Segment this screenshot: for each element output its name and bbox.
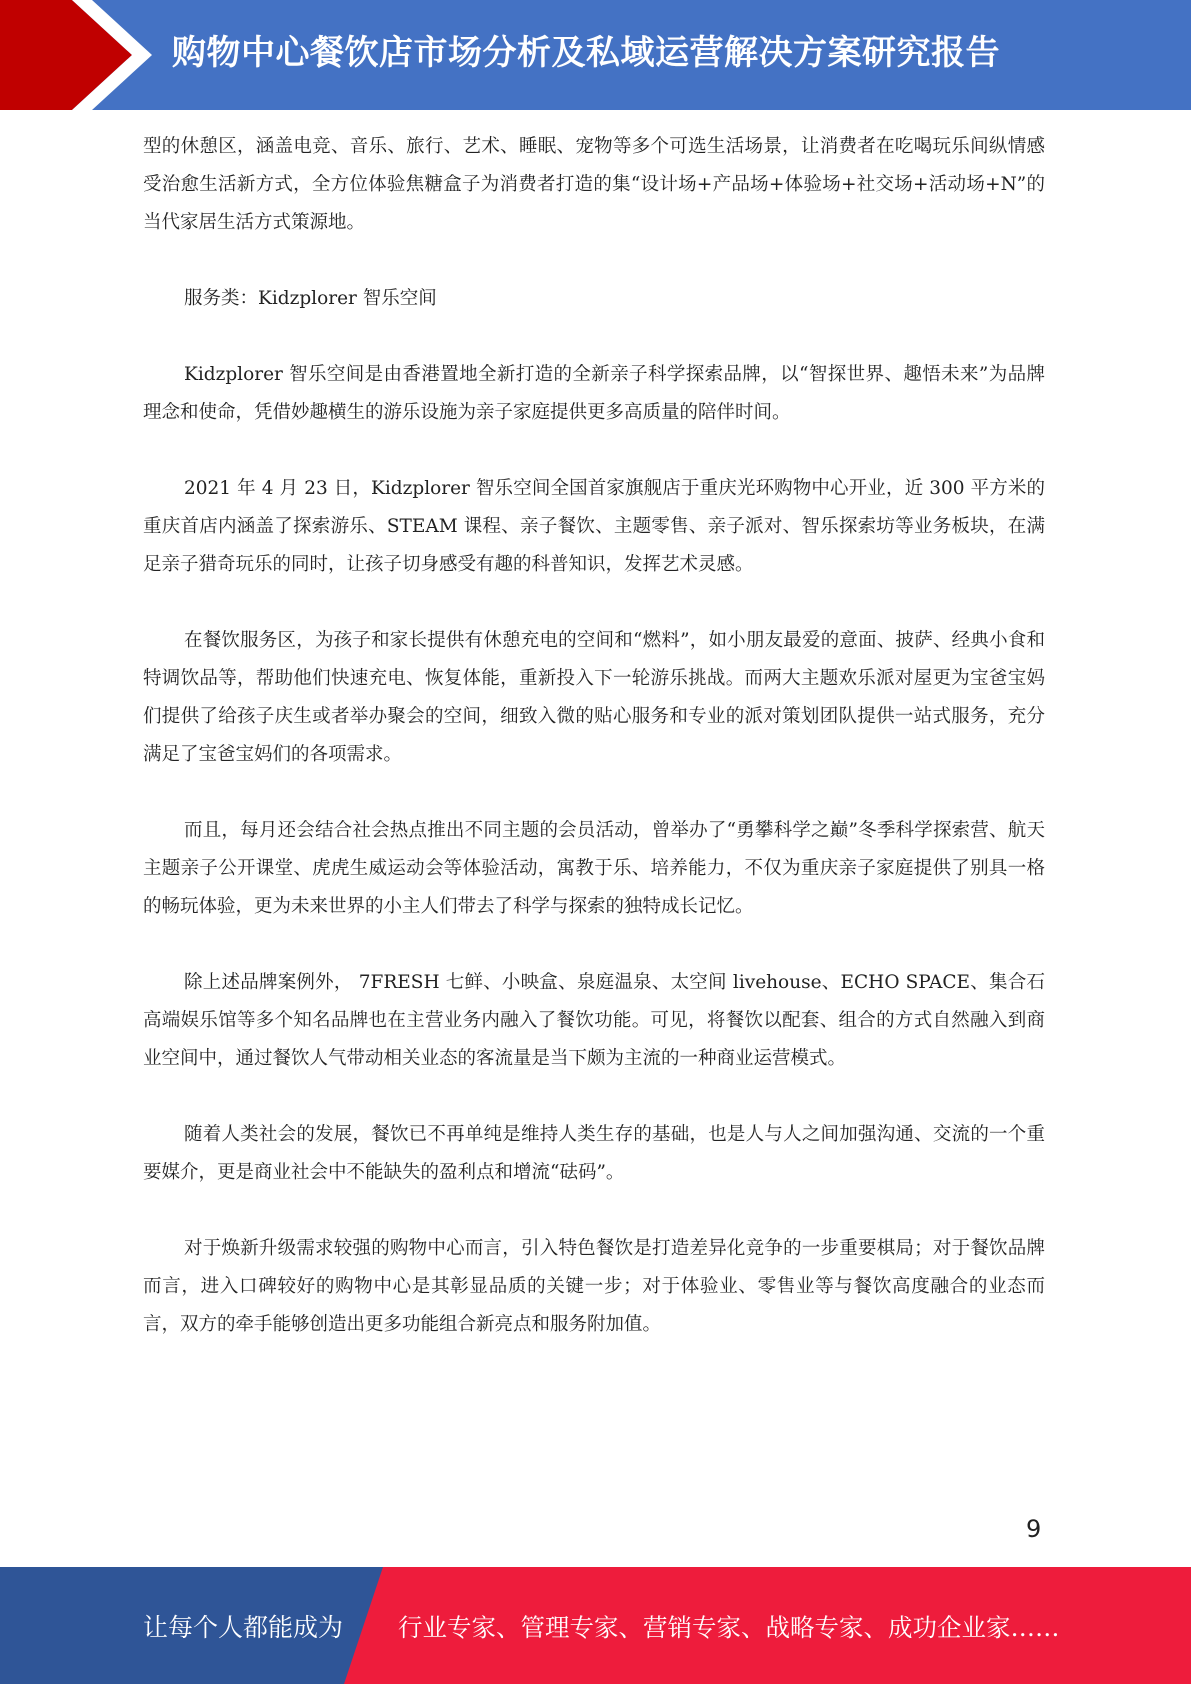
page-header bbox=[0, 0, 1191, 110]
paragraph: 对于焕新升级需求较强的购物中心而言，引入特色餐饮是打造差异化竞争的一步重要棋局；对于餐饮品牌而言，进入口碑较好的购物中心是其彰显品质的关键一步；对于体验业、零售业等与餐饮高度融合的业态而言，双方的牵手能够创造出更多功能组合新亮点和服务附加值。 bbox=[143, 1238, 1045, 1335]
footer-slogan-left: 让每个人都能成为 bbox=[143, 1613, 344, 1642]
paragraph: 而且，每月还会结合社会热点推出不同主题的会员活动，曾举办了“勇攀科学之巅”冬季科学探索营、航天主题亲子公开课堂、虎虎生威运动会等体验活动，寓教于乐、培养能力，不仅为重庆亲子家庭提供了别具一格的畅玩体验，更为未来世界的小主人们带去了科学与探索的独特成长记忆。 bbox=[143, 820, 1045, 917]
paragraph: 2021 年 4 月 23 日，Kidzplorer 智乐空间全国首家旗舰店于重庆光环购物中心开业，近 300 平方米的重庆首店内涵盖了探索游乐、STEAM 课程、亲子餐饮、主题零售、亲子派对、智乐探索坊等业务板块，在满足亲子猎奇玩乐的同时，让孩子切身感受有趣的科普知识，发挥艺术灵感。 bbox=[143, 478, 1045, 575]
page-footer bbox=[0, 1567, 1191, 1684]
paragraph: 型的休憩区，涵盖电竞、音乐、旅行、艺术、睡眠、宠物等多个可选生活场景，让消费者在吃喝玩乐间纵情感受治愈生活新方式，全方位体验焦糖盒子为消费者打造的集“设计场+产品场+体验场+社交场+活动场+N”的当代家居生活方式策源地。 bbox=[143, 136, 1045, 233]
report-title: 购物中心餐饮店市场分析及私域运营解决方案研究报告 bbox=[172, 33, 1000, 73]
paragraph: Kidzplorer 智乐空间是由香港置地全新打造的全新亲子科学探索品牌，以“智探世界、趣悟未来”为品牌理念和使命，凭借妙趣横生的游乐设施为亲子家庭提供更多高质量的陪伴时间。 bbox=[143, 364, 1045, 423]
section-subheading: 服务类：Kidzplorer 智乐空间 bbox=[184, 288, 437, 309]
paragraph: 除上述品牌案例外， 7FRESH 七鲜、小映盒、泉庭温泉、太空间 livehouse、ECHO SPACE、集合石高端娱乐馆等多个知名品牌也在主营业务内融入了餐饮功能。可见，将餐饮以配套、组合的方式自然融入到商业空间中，通过餐饮人气带动相关业态的客流量是当下颇为主流的一种商业运营模式。 bbox=[143, 972, 1045, 1069]
body-text bbox=[143, 128, 1045, 1344]
paragraph: 在餐饮服务区，为孩子和家长提供有休憩充电的空间和“燃料”，如小朋友最爱的意面、披萨、经典小食和特调饮品等，帮助他们快速充电、恢复体能，重新投入下一轮游乐挑战。而两大主题欢乐派对屋更为宝爸宝妈们提供了给孩子庆生或者举办聚会的空间，细致入微的贴心服务和专业的派对策划团队提供一站式服务，充分满足了宝爸宝妈们的各项需求。 bbox=[143, 630, 1045, 765]
footer-slogan-right: 行业专家、管理专家、营销专家、战略专家、成功企业家…… bbox=[398, 1613, 1060, 1642]
page-number: 9 bbox=[1026, 1515, 1042, 1543]
paragraph: 随着人类社会的发展，餐饮已不再单纯是维持人类生存的基础，也是人与人之间加强沟通、交流的一个重要媒介，更是商业社会中不能缺失的盈利点和增流“砝码”。 bbox=[143, 1124, 1045, 1183]
